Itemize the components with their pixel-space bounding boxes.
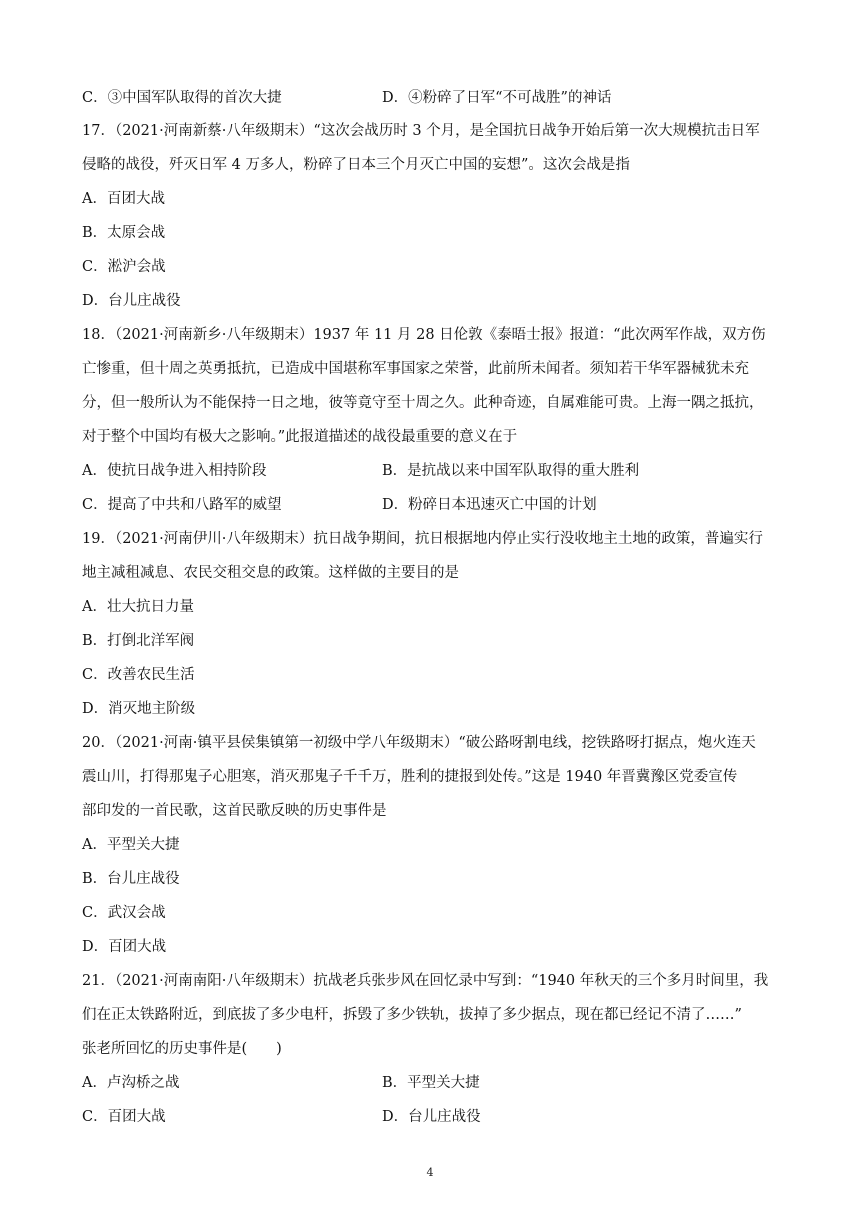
q18-option-b: B．是抗战以来中国军队取得的重大胜利 [382,463,640,479]
q20-option-c: C．武汉会战 [82,905,166,921]
q18-option-d: D．粉碎日本迅速灭亡中国的计划 [382,497,597,513]
q16-option-c: C．③中国军队取得的首次大捷 [82,90,282,106]
q20-option-d: D．百团大战 [82,939,167,955]
q20-stem-line-2: 震山川，打得那鬼子心胆寒，消灭那鬼子千千万，胜利的捷报到处传。”这是 1940 年晋冀豫区党委宣传 [82,769,738,785]
q21-stem-line-2: 们在正太铁路附近，到底拔了多少电杆，拆毁了多少铁轨，拔掉了多少据点，现在都已经记不清了……” [82,1007,742,1023]
page-number: 4 [426,1166,434,1179]
q17-option-d: D．台儿庄战役 [82,293,181,309]
q18-stem-line-1: 18．（2021·河南新乡·八年级期末）1937 年 11 月 28 日伦敦《泰晤士报》报道：“此次两军作战，双方伤 [82,327,766,343]
q19-stem-line-2: 地主减租减息、农民交租交息的政策。这样做的主要目的是 [82,565,459,581]
q18-stem-line-4: 对于整个中国均有极大之影响。”此报道描述的战役最重要的意义在于 [82,429,518,445]
q20-option-b: B．台儿庄战役 [82,871,180,887]
q19-option-a: A．壮大抗日力量 [82,599,194,615]
q19-stem-line-1: 19．（2021·河南伊川·八年级期末）抗日战争期间，抗日根据地内停止实行没收地主土地的政策，普遍实行 [82,531,763,547]
q17-stem-line-2: 侵略的战役，歼灭日军 4 万多人，粉碎了日本三个月灭亡中国的妄想”。这次会战是指 [82,157,630,173]
q18-option-a: A．使抗日战争进入相持阶段 [82,463,267,479]
q17-option-b: B．太原会战 [82,225,166,241]
q18-option-c: C．提高了中共和八路军的威望 [82,497,282,513]
q18-stem-line-3: 分，但一般所认为不能保持一日之地，彼等竟守至十周之久。此种奇迹，自属难能可贵。上海一隅之抵抗， [82,395,764,411]
q19-option-c: C．改善农民生活 [82,667,195,683]
q21-option-a: A．卢沟桥之战 [82,1075,180,1091]
q17-stem-line-1: 17．（2021·河南新蔡·八年级期末）“这次会战历时 3 个月，是全国抗日战争开始后第一次大规模抗击日军 [82,123,760,139]
q21-option-d: D．台儿庄战役 [382,1109,481,1125]
q20-stem-line-3: 部印发的一首民歌，这首民歌反映的历史事件是 [82,803,387,819]
q19-option-b: B．打倒北洋军阀 [82,633,195,649]
q21-stem-line-1: 21．（2021·河南南阳·八年级期末）抗战老兵张步风在回忆录中写到：“1940 年秋天的三个多月时间里，我 [82,973,769,989]
q17-option-c: C．淞沪会战 [82,259,166,275]
q20-option-a: A．平型关大捷 [82,837,180,853]
q17-option-a: A．百团大战 [82,191,165,207]
q19-option-d: D．消灭地主阶级 [82,701,196,717]
q21-stem-line-3: 张老所回忆的历史事件是( ) [82,1041,282,1057]
q20-stem-line-1: 20．（2021·河南·镇平县侯集镇第一初级中学八年级期末）“破公路呀割电线，挖铁路呀打据点，炮火连天 [82,735,756,751]
q21-option-c: C．百团大战 [82,1109,166,1125]
q21-option-b: B．平型关大捷 [382,1075,480,1091]
q16-option-d: D．④粉碎了日军“不可战胜”的神话 [382,90,612,106]
q18-stem-line-2: 亡惨重，但十周之英勇抵抗，已造成中国堪称军事国家之荣誉，此前所未闻者。须知若干华军器械犹未充 [82,361,749,377]
